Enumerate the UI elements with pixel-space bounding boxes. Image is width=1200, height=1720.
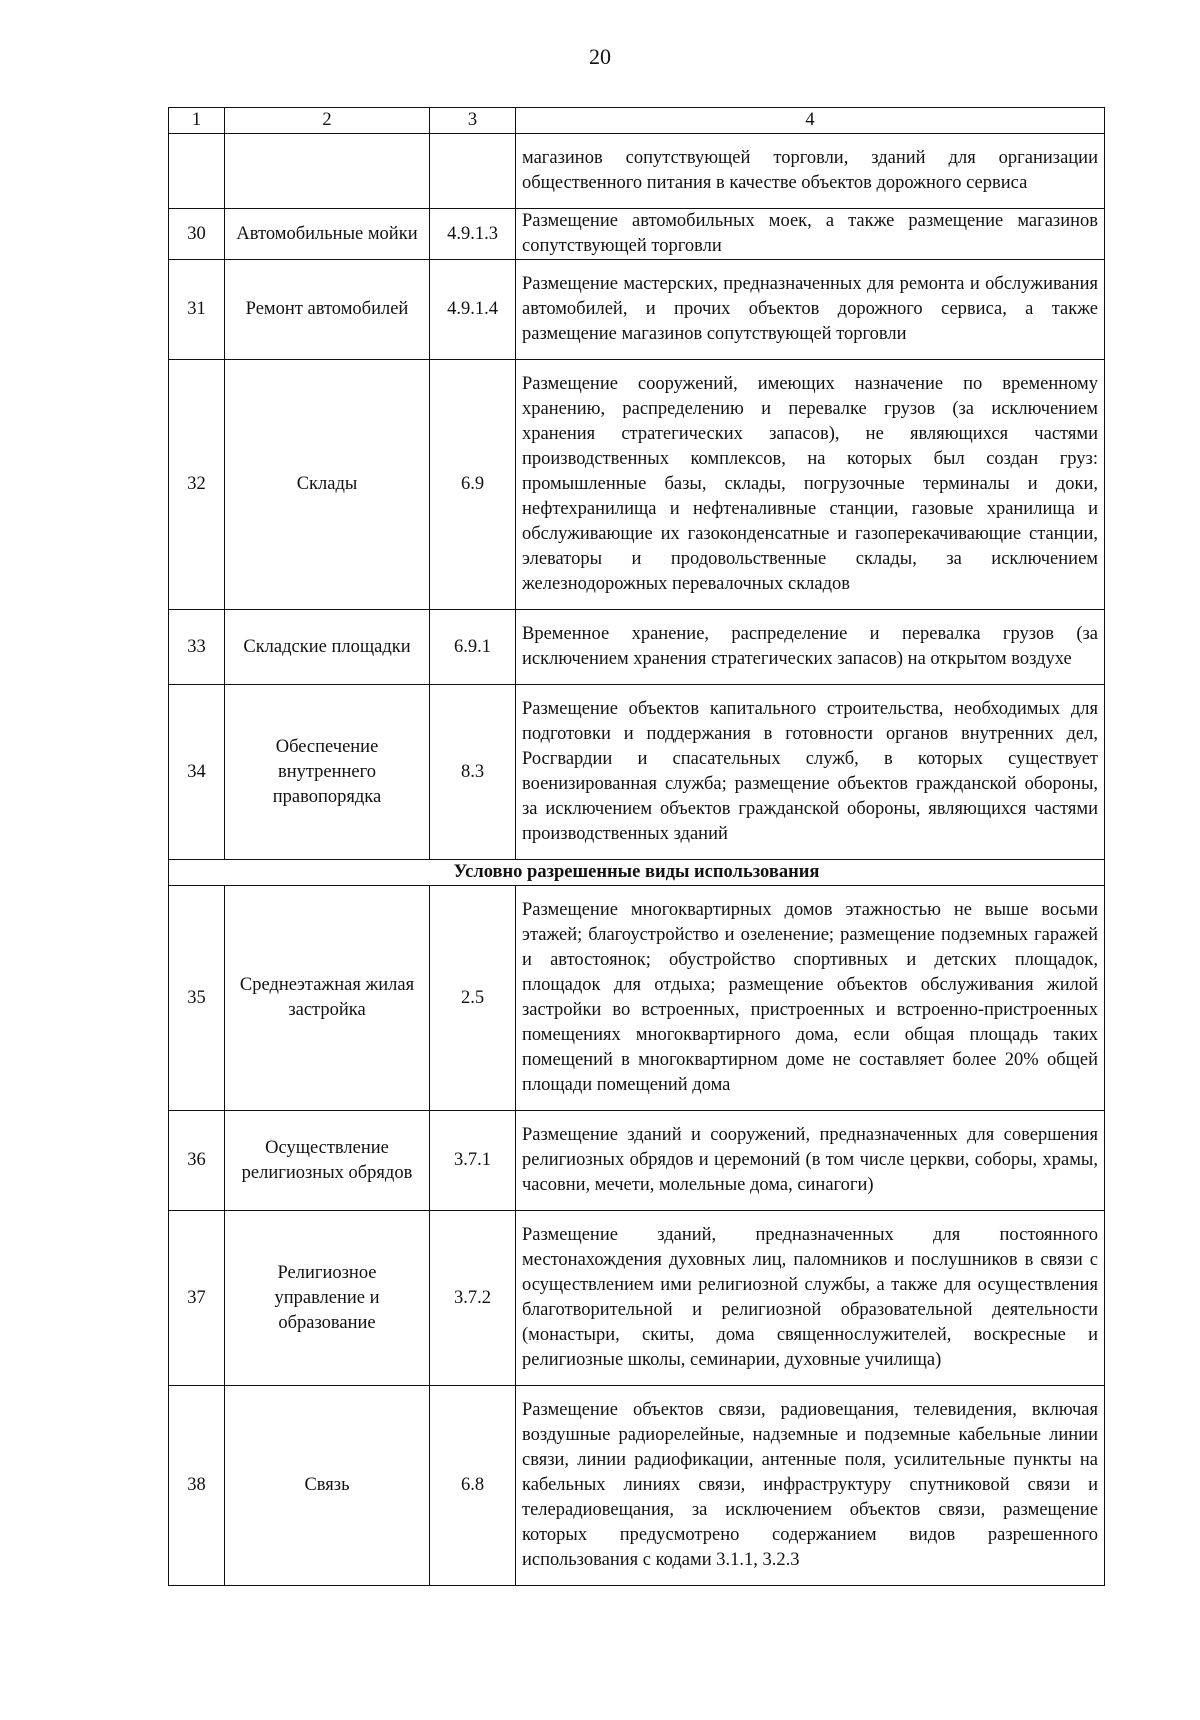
table-row <box>169 1386 1105 1586</box>
table-row <box>169 1211 1105 1386</box>
use-type-code: 4.9.1.3 <box>430 209 516 260</box>
use-type-name: Складские площадки <box>225 610 430 685</box>
use-type-code: 6.9 <box>430 360 516 610</box>
use-type-description: Размещение объектов капитального строительства, необходимых для подготовки и поддержания в готовности органов внутренних дел, Росгвардии и спасательных служб, в которых существует военизированная служба; размещение объектов гражданской обороны, за исключением объектов гражданской обороны, являющихся частями производственных зданий <box>516 685 1105 860</box>
row-number: 36 <box>169 1111 225 1211</box>
use-type-code: 4.9.1.4 <box>430 260 516 360</box>
use-type-description: Размещение зданий, предназначенных для постоянного местонахождения духовных лиц, паломников и послушников в связи с осуществлением ими религиозной службы, а также для осуществления благотворительной и религиозной образовательной деятельности (монастыри, скиты, дома священнослужителей, воскресные и религиозные школы, семинарии, духовные училища) <box>516 1211 1105 1386</box>
table-row <box>169 685 1105 860</box>
column-header-3: 3 <box>430 108 516 134</box>
use-type-code <box>430 134 516 209</box>
row-number: 35 <box>169 886 225 1111</box>
use-type-code: 6.9.1 <box>430 610 516 685</box>
use-type-description: Размещение объектов связи, радиовещания, телевидения, включая воздушные радиорелейные, надземные и подземные кабельные линии связи, линии радиофикации, антенные поля, усилительные пункты на кабельных линиях связи, инфраструктуру спутниковой связи и телерадиовещания, за исключением объектов связи, размещение которых предусмотрено содержанием видов разрешенного использования с кодами 3.1.1, 3.2.3 <box>516 1386 1105 1586</box>
table-row <box>169 209 1105 260</box>
row-number: 37 <box>169 1211 225 1386</box>
table-row <box>169 260 1105 360</box>
use-type-name: Среднеэтажная жилая застройка <box>225 886 430 1111</box>
use-type-code: 3.7.1 <box>430 1111 516 1211</box>
row-number: 33 <box>169 610 225 685</box>
use-type-name <box>225 134 430 209</box>
section-row <box>169 860 1105 886</box>
table-row <box>169 1111 1105 1211</box>
row-number: 32 <box>169 360 225 610</box>
section-title: Условно разрешенные виды использования <box>169 860 1105 886</box>
use-type-description: Временное хранение, распределение и перевалка грузов (за исключением хранения стратегических запасов) на открытом воздухе <box>516 610 1105 685</box>
table-row <box>169 610 1105 685</box>
use-type-description: Размещение автомобильных моек, а также размещение магазинов сопутствующей торговли <box>516 209 1105 260</box>
table-row-continuation <box>169 134 1105 209</box>
use-type-code: 3.7.2 <box>430 1211 516 1386</box>
column-header-1: 1 <box>169 108 225 134</box>
use-type-name: Склады <box>225 360 430 610</box>
row-number: 34 <box>169 685 225 860</box>
use-type-description: Размещение зданий и сооружений, предназначенных для совершения религиозных обрядов и церемоний (в том числе церкви, соборы, храмы, часовни, мечети, молельные дома, синагоги) <box>516 1111 1105 1211</box>
table-row <box>169 886 1105 1111</box>
row-number <box>169 134 225 209</box>
use-type-code: 6.8 <box>430 1386 516 1586</box>
page-number: 20 <box>589 44 611 69</box>
land-use-table <box>168 107 1105 1586</box>
row-number: 31 <box>169 260 225 360</box>
column-number-row <box>169 108 1105 134</box>
row-number: 38 <box>169 1386 225 1586</box>
use-type-name: Ремонт автомобилей <box>225 260 430 360</box>
use-type-description: магазинов сопутствующей торговли, зданий для организации общественного питания в качестве объектов дорожного сервиса <box>516 134 1105 209</box>
use-type-description: Размещение мастерских, предназначенных для ремонта и обслуживания автомобилей, и прочих объектов дорожного сервиса, а также размещение магазинов сопутствующей торговли <box>516 260 1105 360</box>
use-type-description: Размещение многоквартирных домов этажностью не выше восьми этажей; благоустройство и озеленение; размещение подземных гаражей и автостоянок; обустройство спортивных и детских площадок, площадок для отдыха; размещение объектов обслуживания жилой застройки во встроенных, пристроенных и встроенно-пристроенных помещениях многоквартирного дома, если общая площадь таких помещений в многоквартирном доме не составляет более 20% общей площади помещений дома <box>516 886 1105 1111</box>
use-type-name: Осуществление религиозных обрядов <box>225 1111 430 1211</box>
use-type-name: Религиозное управление и образование <box>225 1211 430 1386</box>
use-type-name: Обеспечение внутреннего правопорядка <box>225 685 430 860</box>
table-row <box>169 360 1105 610</box>
use-type-code: 2.5 <box>430 886 516 1111</box>
column-header-2: 2 <box>225 108 430 134</box>
use-type-code: 8.3 <box>430 685 516 860</box>
use-type-description: Размещение сооружений, имеющих назначение по временному хранению, распределению и перевалке грузов (за исключением хранения стратегических запасов), не являющихся частями производственных комплексов, на которых был создан груз: промышленные базы, склады, погрузочные терминалы и доки, нефтехранилища и нефтеналивные станции, газовые хранилища и обслуживающие их газоконденсатные и газоперекачивающие станции, элеваторы и продовольственные склады, за исключением железнодорожных перевалочных складов <box>516 360 1105 610</box>
use-type-name: Связь <box>225 1386 430 1586</box>
column-header-4: 4 <box>516 108 1105 134</box>
use-type-name: Автомобильные мойки <box>225 209 430 260</box>
row-number: 30 <box>169 209 225 260</box>
